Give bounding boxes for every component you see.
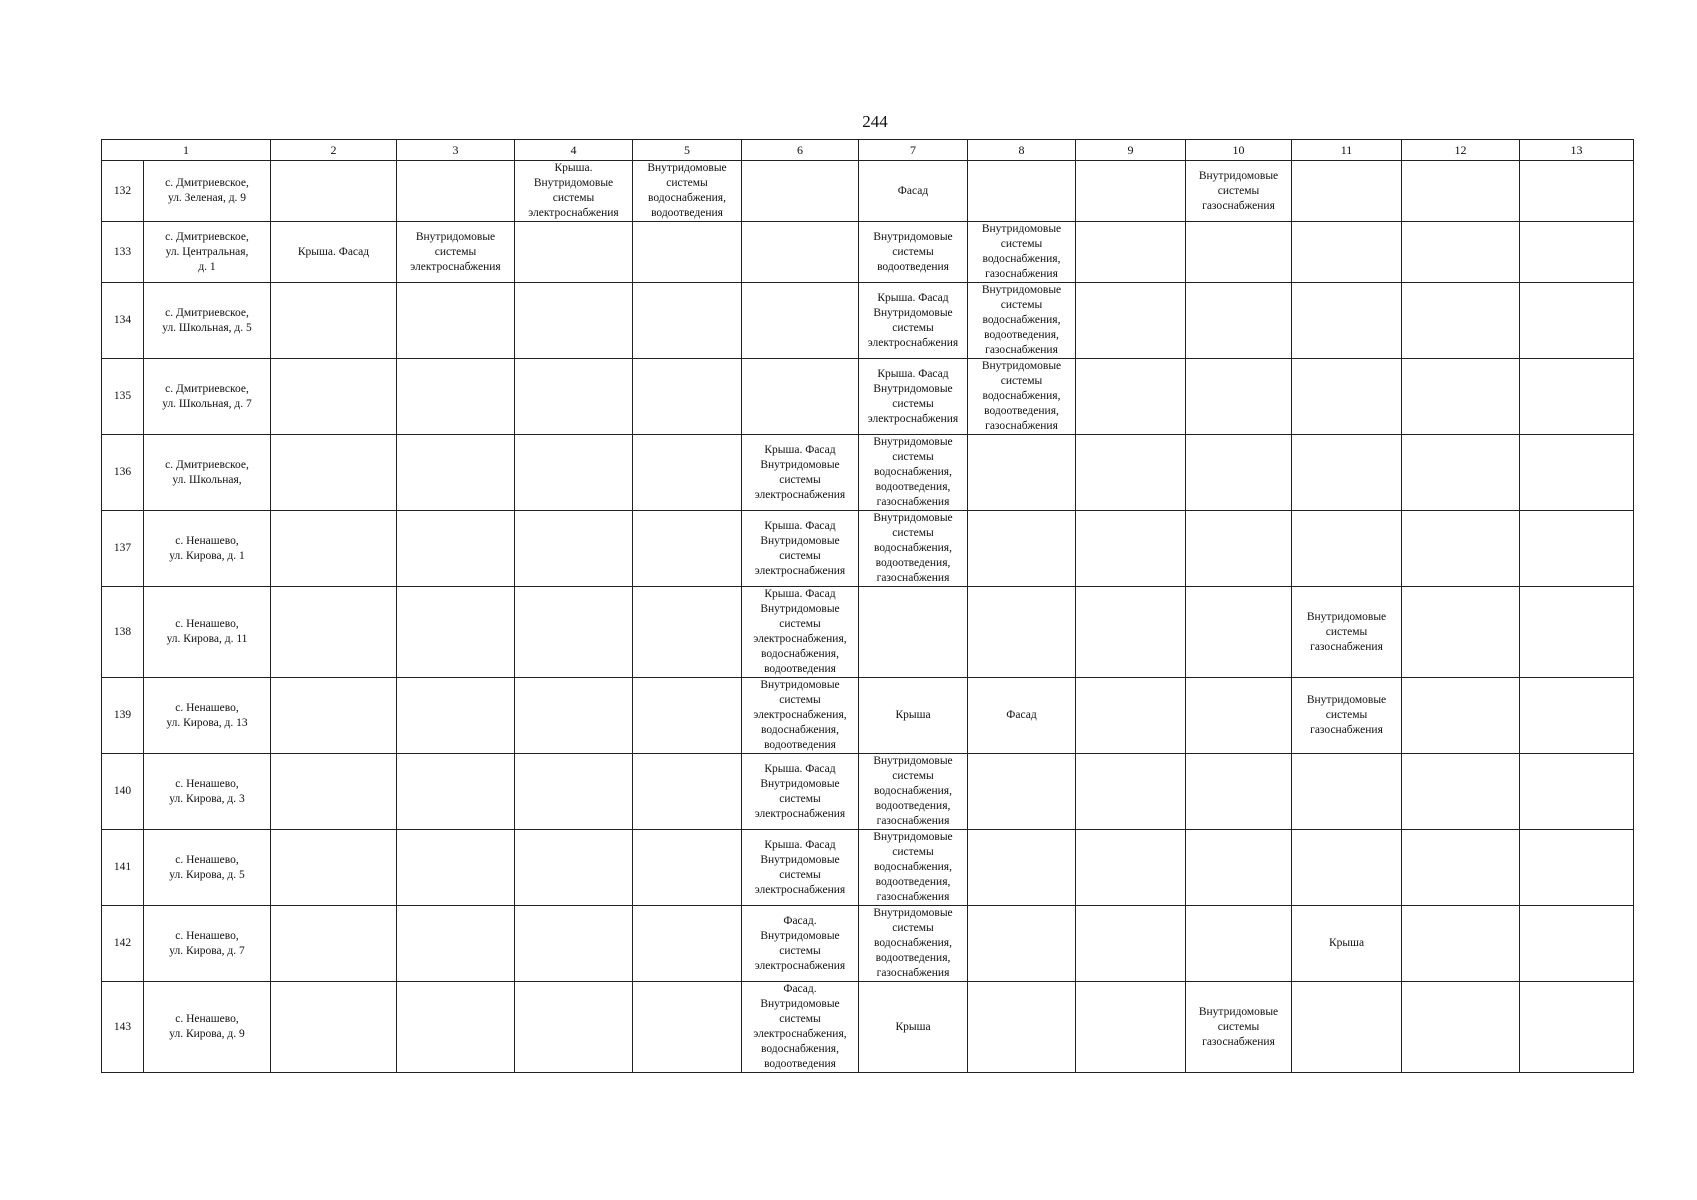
table-cell: Крыша. Фасад Внутридомовые системы электроснабжения — [742, 511, 859, 587]
table-cell — [397, 906, 515, 982]
table-cell: Крыша. Фасад Внутридомовые системы электроснабжения — [859, 359, 968, 435]
row-number: 133 — [102, 222, 144, 283]
table-cell: Крыша. Фасад Внутридомовые системы электроснабжения — [859, 283, 968, 359]
table-cell — [271, 906, 397, 982]
row-number: 134 — [102, 283, 144, 359]
column-header-2: 2 — [271, 140, 397, 161]
table-cell — [271, 283, 397, 359]
row-address: с. Дмитриевское, ул. Школьная, д. 5 — [144, 283, 271, 359]
table-cell — [1186, 678, 1292, 754]
table-cell — [515, 511, 633, 587]
table-cell — [742, 222, 859, 283]
table-cell: Фасад — [859, 161, 968, 222]
table-cell — [1292, 982, 1402, 1073]
row-number: 136 — [102, 435, 144, 511]
table-cell — [742, 283, 859, 359]
table-cell: Крыша. Внутридомовые системы электроснабжения — [515, 161, 633, 222]
table-cell — [1076, 982, 1186, 1073]
table-cell — [1520, 161, 1634, 222]
table-cell: Внутридомовые системы газоснабжения — [1186, 161, 1292, 222]
column-header-1: 1 — [102, 140, 271, 161]
table-cell: Внутридомовые системы водоснабжения, водоотведения, газоснабжения — [859, 906, 968, 982]
table-cell — [1402, 511, 1520, 587]
row-number: 143 — [102, 982, 144, 1073]
table-cell — [1520, 283, 1634, 359]
table-cell — [1520, 511, 1634, 587]
column-header-5: 5 — [633, 140, 742, 161]
table-cell — [1292, 161, 1402, 222]
table-cell — [1186, 754, 1292, 830]
table-cell — [968, 830, 1076, 906]
table-cell — [397, 435, 515, 511]
table-cell — [1402, 982, 1520, 1073]
row-address: с. Ненашево, ул. Кирова, д. 9 — [144, 982, 271, 1073]
table-cell — [1292, 511, 1402, 587]
table-cell — [968, 982, 1076, 1073]
table-cell — [515, 222, 633, 283]
table-cell — [633, 587, 742, 678]
table-cell — [633, 678, 742, 754]
table-row — [102, 161, 1634, 222]
column-header-8: 8 — [968, 140, 1076, 161]
table-cell — [1186, 906, 1292, 982]
row-number: 138 — [102, 587, 144, 678]
table-cell — [1520, 359, 1634, 435]
table-cell: Внутридомовые системы водоснабжения, водоотведения, газоснабжения — [968, 283, 1076, 359]
table-row — [102, 678, 1634, 754]
table-cell — [1520, 830, 1634, 906]
table-cell — [633, 359, 742, 435]
table-cell — [271, 587, 397, 678]
table-cell — [1076, 435, 1186, 511]
row-number: 140 — [102, 754, 144, 830]
table-cell — [515, 359, 633, 435]
table-cell — [1186, 511, 1292, 587]
row-number: 135 — [102, 359, 144, 435]
table-cell: Крыша. Фасад Внутридомовые системы электроснабжения, водоснабжения, водоотведения — [742, 587, 859, 678]
table-cell — [271, 678, 397, 754]
table-row — [102, 754, 1634, 830]
table-cell — [1402, 283, 1520, 359]
table-cell — [515, 982, 633, 1073]
table-cell — [1402, 161, 1520, 222]
table-cell — [1076, 906, 1186, 982]
table-cell — [1402, 754, 1520, 830]
table-cell — [1402, 435, 1520, 511]
table-cell — [633, 511, 742, 587]
table-cell — [1402, 830, 1520, 906]
table-cell: Внутридомовые системы водоснабжения, водоотведения, газоснабжения — [859, 754, 968, 830]
table-cell — [515, 435, 633, 511]
column-header-10: 10 — [1186, 140, 1292, 161]
row-address: с. Ненашево, ул. Кирова, д. 13 — [144, 678, 271, 754]
table-cell — [515, 830, 633, 906]
table-cell — [271, 982, 397, 1073]
table-cell — [1076, 283, 1186, 359]
table-cell — [1520, 587, 1634, 678]
table-cell — [1076, 161, 1186, 222]
table-row — [102, 982, 1634, 1073]
table-body — [102, 161, 1634, 1073]
table-cell — [1076, 830, 1186, 906]
column-header-12: 12 — [1402, 140, 1520, 161]
column-header-7: 7 — [859, 140, 968, 161]
table-cell — [742, 161, 859, 222]
table-cell: Фасад. Внутридомовые системы электроснабжения — [742, 906, 859, 982]
table-cell — [271, 359, 397, 435]
table-cell — [1402, 587, 1520, 678]
table-cell: Внутридомовые системы водоснабжения, водоотведения, газоснабжения — [859, 435, 968, 511]
row-number: 142 — [102, 906, 144, 982]
table-cell — [1520, 754, 1634, 830]
table-cell — [1402, 906, 1520, 982]
table-cell — [1186, 359, 1292, 435]
table-cell — [1520, 222, 1634, 283]
table-row — [102, 359, 1634, 435]
table-cell: Крыша — [859, 678, 968, 754]
row-address: с. Ненашево, ул. Кирова, д. 5 — [144, 830, 271, 906]
row-address: с. Дмитриевское, ул. Зеленая, д. 9 — [144, 161, 271, 222]
table-cell — [968, 754, 1076, 830]
table-cell — [633, 830, 742, 906]
table-cell — [397, 587, 515, 678]
row-address: с. Ненашево, ул. Кирова, д. 1 — [144, 511, 271, 587]
table-cell — [1292, 435, 1402, 511]
table-cell — [1292, 754, 1402, 830]
table-header — [102, 140, 1634, 161]
table-cell — [742, 359, 859, 435]
table-cell — [633, 435, 742, 511]
table-cell — [397, 161, 515, 222]
table-row — [102, 587, 1634, 678]
table-cell: Фасад — [968, 678, 1076, 754]
row-address: с. Ненашево, ул. Кирова, д. 3 — [144, 754, 271, 830]
table-row — [102, 830, 1634, 906]
table-cell — [1520, 435, 1634, 511]
table-cell: Крыша. Фасад Внутридомовые системы электроснабжения — [742, 754, 859, 830]
row-number: 132 — [102, 161, 144, 222]
table-cell — [271, 435, 397, 511]
table-cell — [1520, 982, 1634, 1073]
column-header-9: 9 — [1076, 140, 1186, 161]
table-cell — [1076, 678, 1186, 754]
table-cell — [397, 678, 515, 754]
table-cell: Внутридомовые системы водоснабжения, газоснабжения — [968, 222, 1076, 283]
column-header-6: 6 — [742, 140, 859, 161]
table-cell — [1402, 359, 1520, 435]
table-cell — [1520, 906, 1634, 982]
table-cell — [397, 830, 515, 906]
table-cell — [968, 161, 1076, 222]
table-cell — [1076, 511, 1186, 587]
table-cell — [968, 435, 1076, 511]
row-address: с. Ненашево, ул. Кирова, д. 7 — [144, 906, 271, 982]
row-address: с. Ненашево, ул. Кирова, д. 11 — [144, 587, 271, 678]
table-row — [102, 435, 1634, 511]
table-cell — [1292, 359, 1402, 435]
table-cell — [968, 587, 1076, 678]
table-cell: Внутридомовые системы газоснабжения — [1292, 587, 1402, 678]
table-cell: Крыша. Фасад Внутридомовые системы электроснабжения — [742, 435, 859, 511]
table-cell — [515, 754, 633, 830]
table-cell — [515, 283, 633, 359]
table-cell — [397, 283, 515, 359]
row-number: 137 — [102, 511, 144, 587]
table-row — [102, 283, 1634, 359]
table-cell — [633, 906, 742, 982]
table-cell — [1076, 222, 1186, 283]
row-address: с. Дмитриевское, ул. Центральная, д. 1 — [144, 222, 271, 283]
table-cell: Внутридомовые системы водоснабжения, водоотведения, газоснабжения — [859, 830, 968, 906]
page-number: 244 — [862, 112, 888, 131]
table-cell — [968, 511, 1076, 587]
table-cell — [1076, 587, 1186, 678]
row-address: с. Дмитриевское, ул. Школьная, д. 7 — [144, 359, 271, 435]
table-cell — [515, 587, 633, 678]
table-cell: Крыша. Фасад — [271, 222, 397, 283]
table-row — [102, 222, 1634, 283]
table-cell — [633, 283, 742, 359]
table-cell — [397, 754, 515, 830]
table-cell — [271, 161, 397, 222]
table-cell — [1186, 587, 1292, 678]
row-number: 141 — [102, 830, 144, 906]
table-cell: Внутридомовые системы водоотведения — [859, 222, 968, 283]
column-header-3: 3 — [397, 140, 515, 161]
table-cell — [968, 906, 1076, 982]
table-cell — [1292, 222, 1402, 283]
table-cell — [1186, 283, 1292, 359]
table-cell — [859, 587, 968, 678]
table-cell — [1186, 435, 1292, 511]
table-cell — [271, 754, 397, 830]
column-header-13: 13 — [1520, 140, 1634, 161]
table-cell: Внутридомовые системы водоснабжения, водоотведения, газоснабжения — [968, 359, 1076, 435]
table-cell — [397, 511, 515, 587]
table-cell — [1076, 359, 1186, 435]
table-cell: Внутридомовые системы водоснабжения, водоотведения — [633, 161, 742, 222]
table-cell — [633, 754, 742, 830]
table-cell: Внутридомовые системы электроснабжения — [397, 222, 515, 283]
table-cell: Внутридомовые системы газоснабжения — [1186, 982, 1292, 1073]
table-cell: Внутридомовые системы газоснабжения — [1292, 678, 1402, 754]
table-cell — [1402, 222, 1520, 283]
schedule-table — [101, 139, 1634, 1073]
row-address: с. Дмитриевское, ул. Школьная, — [144, 435, 271, 511]
table-cell: Крыша. Фасад Внутридомовые системы электроснабжения — [742, 830, 859, 906]
table-cell — [1186, 830, 1292, 906]
table-cell: Внутридомовые системы электроснабжения, водоснабжения, водоотведения — [742, 678, 859, 754]
column-number-row — [102, 140, 1634, 161]
table-cell — [515, 678, 633, 754]
table-cell — [1076, 754, 1186, 830]
table-cell — [633, 222, 742, 283]
table-cell: Крыша — [859, 982, 968, 1073]
table-cell — [633, 982, 742, 1073]
table-cell — [1292, 830, 1402, 906]
row-number: 139 — [102, 678, 144, 754]
table-cell — [397, 982, 515, 1073]
table-cell — [1292, 283, 1402, 359]
table-cell — [271, 511, 397, 587]
table-cell: Внутридомовые системы водоснабжения, водоотведения, газоснабжения — [859, 511, 968, 587]
table-cell: Фасад. Внутридомовые системы электроснабжения, водоснабжения, водоотведения — [742, 982, 859, 1073]
table-cell: Крыша — [1292, 906, 1402, 982]
table-row — [102, 906, 1634, 982]
table-cell — [397, 359, 515, 435]
table-cell — [271, 830, 397, 906]
column-header-4: 4 — [515, 140, 633, 161]
table-cell — [1520, 678, 1634, 754]
table-row — [102, 511, 1634, 587]
column-header-11: 11 — [1292, 140, 1402, 161]
table-cell — [1402, 678, 1520, 754]
table-cell — [1186, 222, 1292, 283]
table-cell — [515, 906, 633, 982]
